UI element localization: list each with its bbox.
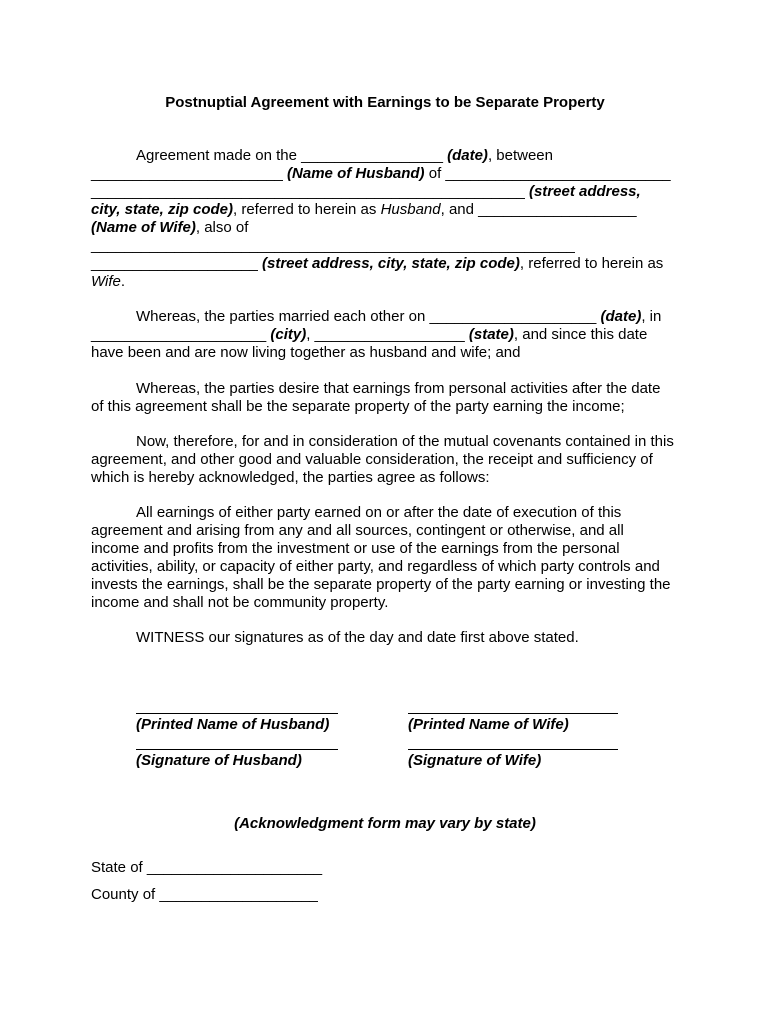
text-line [91,433,679,451]
text-line [91,558,679,576]
text-run: WITNESS our signatures as of the day and date first above stated. [136,629,579,647]
signature-husband-label: (Signature of Husband) [136,752,302,769]
text-run: . [120,273,126,290]
field-label: city, state, zip code) [91,201,233,218]
text-line [91,451,679,469]
text-line [91,398,679,416]
text-run: , in [641,308,662,326]
text-line [91,594,679,612]
field-label: (date) [600,308,642,326]
field-label: (Name of Wife) [91,219,196,236]
text-line [91,380,679,398]
text-run: income and profits from the investment or use of the earnings from the personal [91,540,620,558]
signature-wife-line [408,749,618,750]
text-run: ____________________________________________________ [91,183,529,200]
text-run: , and ___________________ [440,201,637,218]
county-line: County of ___________________ [91,886,318,903]
text-run: , also of [195,219,249,236]
text-run: _____________________ [91,326,271,344]
text-line [91,255,679,273]
text-run: , and since this date [513,326,648,344]
paragraph [91,504,679,612]
text-line [91,576,679,594]
text-run: invests the earnings, shall be the separate property of the party earning or investing the [91,576,671,594]
field-label: (city) [270,326,307,344]
state-line: State of _____________________ [91,859,323,876]
paragraph [91,629,679,647]
defined-term: Wife [91,273,121,290]
text-run: , referred to herein as [232,201,381,218]
text-line [91,273,679,291]
defined-term: Husband [380,201,441,218]
text-line [91,308,679,326]
text-run: of ___________________________ [424,165,671,182]
paragraph [91,433,679,487]
text-run: , between [487,147,553,164]
text-run: agreement and arising from any and all sources, contingent or otherwise, and all [91,522,624,540]
field-label: (street address, city, state, zip code) [262,255,520,272]
text-run: , __________________ [306,326,469,344]
text-run: of this agreement shall be the separate property of the party earning the income; [91,397,625,415]
acknowledgment-note: (Acknowledgment form may vary by state) [234,815,536,832]
text-run: __________________________________________________________ [91,237,575,254]
text-line [91,147,679,165]
text-run: _______________________ [91,165,288,182]
paragraph [91,380,679,416]
field-label: (date) [447,147,488,164]
text-line [91,326,679,344]
text-line [91,237,679,255]
text-line [91,629,679,647]
text-run: Whereas, the parties desire that earnings from personal activities after the date [136,379,661,397]
printed-name-husband-line [136,713,338,714]
text-line [91,469,679,487]
text-run: Agreement made on the _________________ [136,147,448,164]
signature-husband-line [136,749,338,750]
text-run: , referred to herein as [519,255,664,272]
field-label: (street address, [528,183,641,200]
field-label: (state) [468,326,514,344]
text-line [91,219,679,237]
printed-name-husband-label: (Printed Name of Husband) [136,716,330,733]
paragraph [91,308,679,362]
document-title: Postnuptial Agreement with Earnings to be Separate Property [165,94,605,111]
signature-wife-label: (Signature of Wife) [408,752,542,769]
text-line [91,522,679,540]
text-line [91,540,679,558]
printed-name-wife-label: (Printed Name of Wife) [408,716,569,733]
text-line [91,504,679,522]
text-line [91,183,679,201]
text-run: income and shall not be community property. [91,594,389,612]
text-line [91,344,679,362]
text-line [91,201,679,219]
text-run: agreement, and other good and valuable consideration, the receipt and sufficiency of [91,450,653,468]
agreement-body [91,147,679,665]
text-line [91,165,679,183]
text-run: activities, ability, or capacity of either party, and regardless of which party controls and [91,558,660,576]
text-run: which is hereby acknowledged, the parties agree as follows: [91,468,490,486]
text-run: ____________________ [91,255,263,272]
text-run: Now, therefore, for and in consideration of the mutual covenants contained in this [136,432,674,450]
text-run: have been and are now living together as husband and wife; and [91,344,521,362]
printed-name-wife-line [408,713,618,714]
paragraph [91,147,679,291]
text-run: Whereas, the parties married each other on ____________________ [136,308,601,326]
text-run: All earnings of either party earned on or after the date of execution of this [136,504,622,522]
field-label: (Name of Husband) [287,165,425,182]
